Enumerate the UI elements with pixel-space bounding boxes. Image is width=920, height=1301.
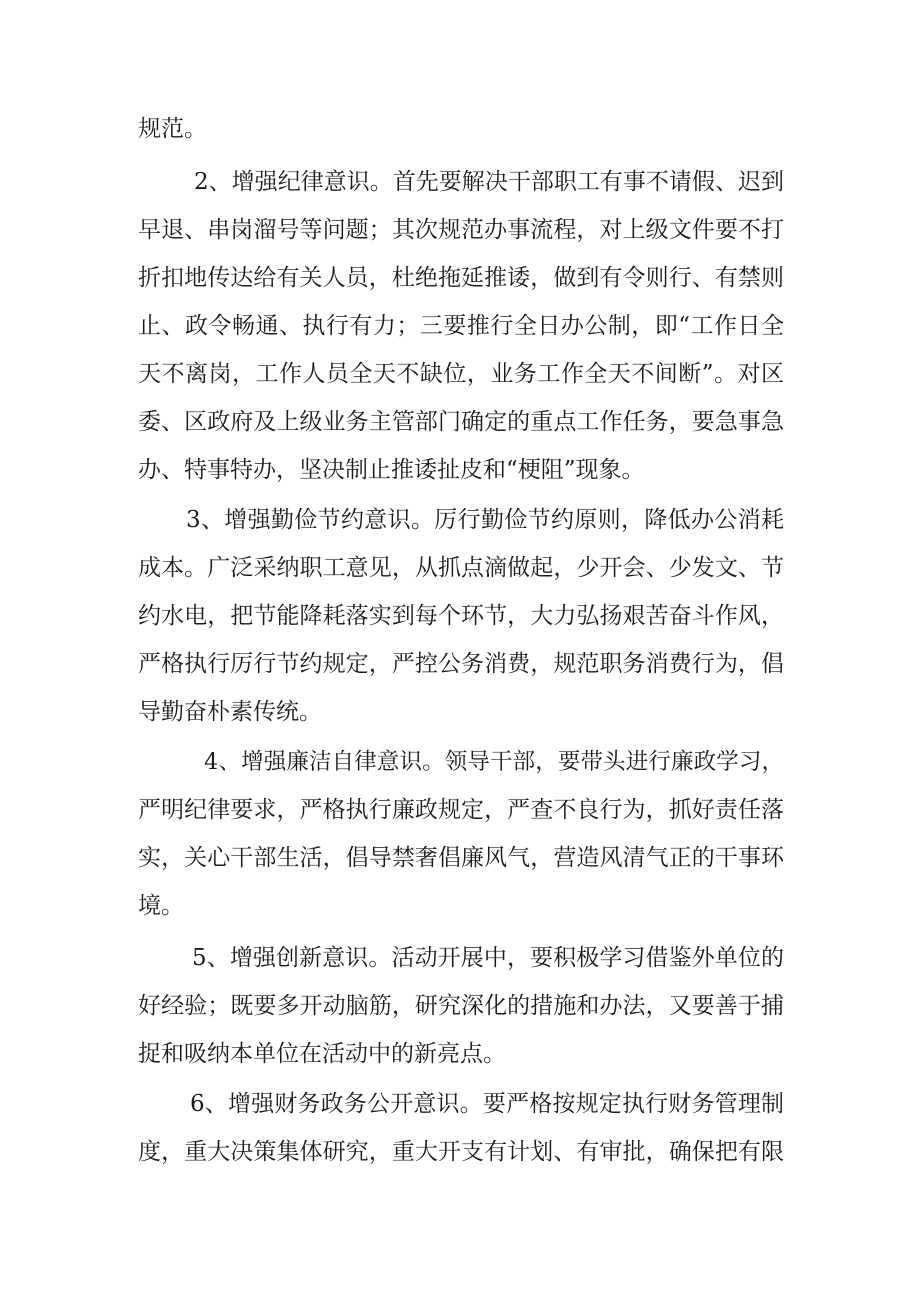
text-line: 境。: [138, 893, 184, 919]
text-line: 好经验；既要多开动脑筋，研究深化的措施和办法，又要善于捕: [138, 993, 784, 1019]
text-line: 导勤奋朴素传统。: [138, 699, 322, 725]
text-line: 止、政令畅通、执行有力；三要推行全日办公制，即“工作日全: [138, 313, 784, 339]
paragraph-5-first-line: 5、增强创新意识。活动开展中，要积极学习借鉴外单位的: [192, 945, 784, 971]
text-line: 捉和吸纳本单位在活动中的新亮点。: [138, 1041, 506, 1067]
paragraph-3-first-line: 3、增强勤俭节约意识。厉行勤俭节约原则，降低办公消耗: [186, 507, 784, 533]
paragraph-2-first-line: 2、增强纪律意识。首先要解决干部职工有事不请假、迟到: [194, 169, 784, 195]
text-line: 严明纪律要求，严格执行廉政规定，严查不良行为，抓好责任落: [138, 797, 784, 823]
text-line: 严格执行厉行节约规定，严控公务消费，规范职务消费行为，倡: [138, 651, 784, 677]
text-line: 早退、串岗溜号等问题；其次规范办事流程，对上级文件要不打: [138, 217, 784, 243]
text-line: 成本。广泛采纳职工意见，从抓点滴做起，少开会、少发文、节: [138, 555, 784, 581]
text-line: 度，重大决策集体研究，重大开支有计划、有审批，确保把有限: [138, 1139, 784, 1165]
text-line: 天不离岗，工作人员全天不缺位，业务工作全天不间断”。对区: [138, 361, 784, 387]
paragraph-6-first-line: 6、增强财务政务公开意识。要严格按规定执行财务管理制: [190, 1091, 784, 1117]
text-line: 实，关心干部生活，倡导禁奢倡廉风气，营造风清气正的干事环: [138, 845, 784, 871]
text-line: 委、区政府及上级业务主管部门确定的重点工作任务，要急事急: [138, 409, 784, 435]
text-line: 折扣地传达给有关人员，杜绝拖延推诿，做到有令则行、有禁则: [138, 265, 784, 291]
text-line: 办、特事特办，坚决制止推诿扯皮和“梗阻”现象。: [138, 457, 645, 483]
text-line: 规范。: [138, 116, 207, 142]
text-line: 约水电，把节能降耗落实到每个环节，大力弘扬艰苦奋斗作风，: [138, 603, 784, 629]
paragraph-4-first-line: 4、增强廉洁自律意识。领导干部，要带头进行廉政学习，: [204, 749, 784, 775]
